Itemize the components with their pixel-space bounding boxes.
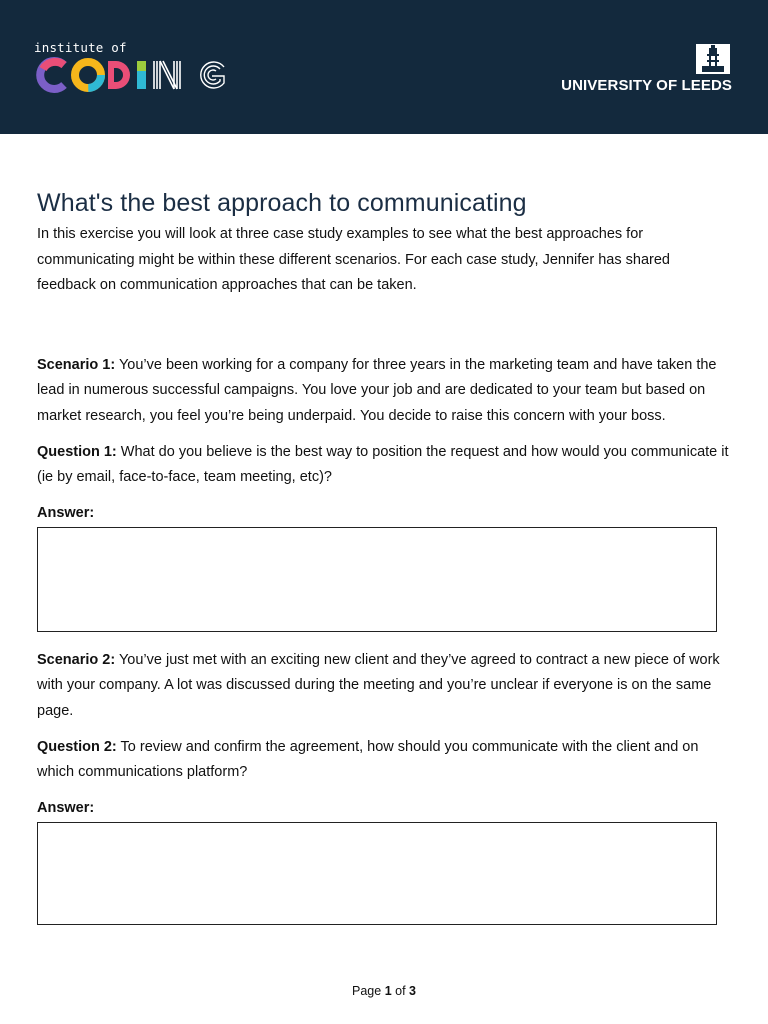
scenario-2-text: You’ve just met with an exciting new client and they’ve agreed to contract a new piece of work with your company. A lot was discussed during the meeting and you’re unclear if everyone is on the same page. <box>37 651 720 719</box>
scenario-1-text: You’ve been working for a company for three years in the marketing team and have taken the lead in numerous successful campaigns. You love your job and are dedicated to your team but based on market research, you feel you’re being underpaid. You decide to raise this concern with your boss. <box>37 356 717 424</box>
university-name: UNIVERSITY OF LEEDS <box>561 77 732 94</box>
coding-wordmark-icon <box>34 57 230 93</box>
scenario-2-label: Scenario 2: <box>37 651 116 668</box>
intro-paragraph: In this exercise you will look at three case study examples to see what the best approaches for communicating might be within these different scenarios. For each case study, Jennifer has shared feedback on communication approaches that can be taken. <box>37 226 670 294</box>
logo-small-text: institute of <box>34 40 127 55</box>
page-number-middle: of <box>391 984 410 998</box>
question-1-label: Question 1: <box>37 443 117 460</box>
answer-2-label: Answer: <box>37 799 95 816</box>
page-number-total: 3 <box>409 984 416 998</box>
university-of-leeds-logo <box>552 42 732 94</box>
page-title: What's the best approach to communicating <box>37 189 527 217</box>
question-2-label: Question 2: <box>37 738 117 755</box>
question-1-text: What do you believe is the best way to position the request and how would you communicate it (ie by email, face-to-face, team meeting, etc)? <box>37 443 729 486</box>
answer-1-field[interactable] <box>37 527 717 632</box>
page-number-prefix: Page <box>352 984 385 998</box>
answer-1-label: Answer: <box>37 504 95 521</box>
page-number-current: 1 <box>384 984 392 998</box>
scenario-1-label: Scenario 1: <box>37 356 116 373</box>
scenario-2-paragraph <box>37 648 731 725</box>
parkinson-tower-icon <box>696 42 730 74</box>
question-2-text: To review and confirm the agreement, how should you communicate with the client and on which communications platform? <box>37 738 699 781</box>
page-header <box>0 0 768 134</box>
main-content <box>37 186 731 925</box>
page-footer <box>0 984 768 998</box>
institute-of-coding-logo <box>34 40 234 96</box>
scenario-1-paragraph <box>37 353 731 430</box>
question-1-paragraph <box>37 440 731 491</box>
question-2-paragraph <box>37 735 731 786</box>
answer-2-field[interactable] <box>37 822 717 925</box>
